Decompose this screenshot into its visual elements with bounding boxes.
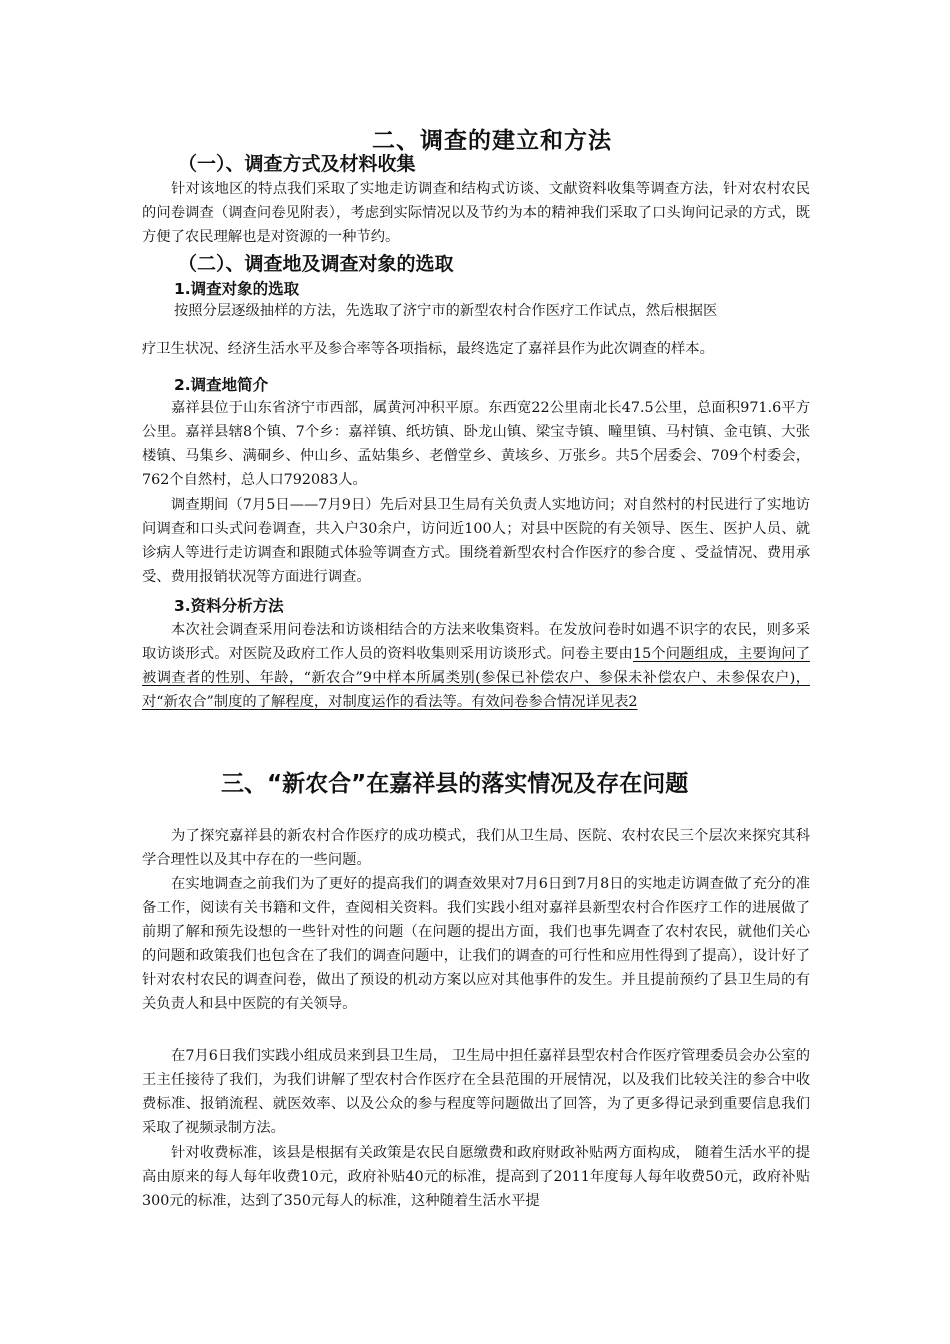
item-3-paragraph-text: 本次社会调查采用问卷法和访谈相结合的方法来收集资料。在发放问卷时如遇不识字的农民，则多采取访谈形式。对医院及政府工作人员的资料收集则采用访谈形式。问卷主要由 <box>142 622 810 662</box>
section-3-paragraph-2: 在实地调查之前我们为了更好的提高我们的调查效果对7月6日到7月8日的实地走访调查做了充分的准备工作，阅读有关书籍和文件，查阅相关资料。我们实践小组对嘉祥县新型农村合作医疗工作的进展做了前期了解和预先设想的一些针对性的问题（在问题的提出方面，我们也事先调查了农村农民，就他们关心的问题和政策我们也包含在了我们的调查问题中，让我们的调查的可行性和应用性得到了提高），设计好了针对农村农民的调查问卷，做出了预设的机动方案以应对其他事件的发生。并且提前预约了县卫生局的有关负责人和县中医院的有关领导。 <box>142 876 810 1012</box>
item-1-line-1: 按照分层逐级抽样的方法，先选取了济宁市的新型农村合作医疗工作试点，然后根据医 <box>174 303 718 319</box>
section-2-title: 二、调查的建立和方法 <box>372 128 612 154</box>
section-3-paragraph-3: 在7月6日我们实践小组成员来到县卫生局， 卫生局中担任嘉祥县型农村合作医疗管理委员会办公室的王主任接待了我们，为我们讲解了型农村合作医疗在全县范围的开展情况，以及我们比较关注的参合中收费标准、报销流程、就医效率、以及公众的参与程度等问题做出了回答，为了更多得记录到重要信息我们采取了视频录制方法。 <box>142 1048 810 1136</box>
subsection-1-paragraph: 针对该地区的特点我们采取了实地走访调查和结构式访谈、文献资料收集等调查方法，针对农村农民的问卷调查（调查问卷见附表），考虑到实际情况以及节约为本的精神我们采取了口头询问记录的方式，既方便了农民理解也是对资源的一种节约。 <box>142 181 810 245</box>
item-2-paragraph-1: 嘉祥县位于山东省济宁市西部，属黄河冲积平原。东西宽22公里南北长47.5公里，总面积971.6平方公里。嘉祥县辖8个镇、7个乡：嘉祥镇、纸坊镇、卧龙山镇、梁宝寺镇、疃里镇、马村镇、金屯镇、大张楼镇、马集乡、满硐乡、仲山乡、孟姑集乡、老僧堂乡、黄垓乡、万张乡。共5个居委会、709个村委会，762个自然村，总人口792083人。 <box>142 400 810 488</box>
item-2-heading: 2.调查地简介 <box>174 376 269 394</box>
item-3-paragraph-underlined-text: 15个问题组成，主要询问了被调查者的性别、年龄，“新农合”9中样本所属类别(参保已补偿农户、参保未补偿农户、未参保农户)，对“新农合”制度的了解程度，对制度运作的看法等。有效问卷参合情况详见表2 <box>142 646 810 710</box>
item-3-paragraph <box>142 618 810 714</box>
item-1-line-2: 疗卫生状况、经济生活水平及参合率等各项指标，最终选定了嘉祥县作为此次调查的样本。 <box>142 341 714 357</box>
item-2-paragraph-2: 调查期间（7月5日——7月9日）先后对县卫生局有关负责人实地访问；对自然村的村民进行了实地访问调查和口头式问卷调查，共入户30余户，访问近100人；对县中医院的有关领导、医生、医护人员、就诊病人等进行走访调查和跟随式体验等调查方式。围绕着新型农村合作医疗的参合度 、受益情况、费用承受、费用报销状况等方面进行调查。 <box>142 497 810 585</box>
subsection-2-heading: （二）、调查地及调查对象的选取 <box>178 253 454 275</box>
section-3-paragraph-4: 针对收费标准，该县是根据有关政策是农民自愿缴费和政府财政补贴两方面构成， 随着生活水平的提高由原来的每人每年收费10元，政府补贴40元的标准，提高到了2011年度每人每年收费50元，政府补贴300元的标准，达到了350元每人的标准，这种随着生活水平提 <box>142 1145 810 1209</box>
item-3-heading: 3.资料分析方法 <box>174 597 284 615</box>
section-3-title: 三、“新农合”在嘉祥县的落实情况及存在问题 <box>221 771 689 797</box>
item-1-heading: 1.调查对象的选取 <box>174 280 300 298</box>
section-3-paragraph-1: 为了探究嘉祥县的新农村合作医疗的成功模式，我们从卫生局、医院、农村农民三个层次来探究其科学合理性以及其中存在的一些问题。 <box>142 828 810 868</box>
subsection-1-heading: （一）、调查方式及材料收集 <box>178 153 416 175</box>
